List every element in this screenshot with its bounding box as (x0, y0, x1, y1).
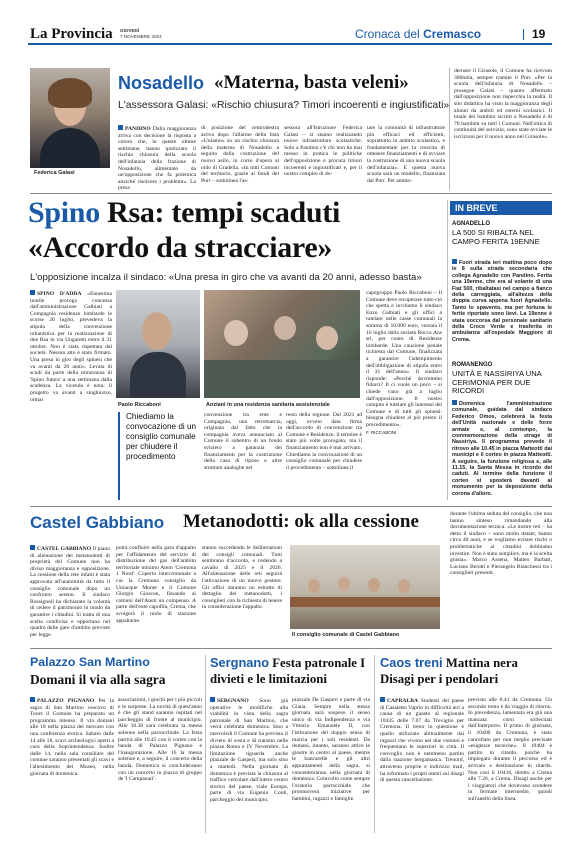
header-rule (28, 43, 552, 45)
article2-headline-rest: Rsa: tempi scaduti (99, 196, 341, 229)
article2-col1 (30, 290, 112, 490)
page-number: 19 (532, 27, 546, 41)
masthead: La Provincia (30, 26, 113, 42)
article3-col1 (30, 545, 110, 637)
article2-photo-portrait-caption: Paolo Riccaboni (118, 402, 161, 408)
section-prefix: Cronaca del (355, 27, 420, 41)
article2-lead: SPINO D'ADDA (37, 291, 82, 297)
article4-lead: PALAZZO PIGNANO (37, 698, 95, 704)
article2-text5: capogruppo Paolo Riccaboni – Il Comune deve recuperare tutto ciò che spetta e invitiamo il sindaco Enzo Galbiati e gli uffici a tutelare nelle casse comunali la somma di 10.000 euro, versata il 16 luglio dalla società Rocca Ans srl, per conto di Residenze lombarde. Una cauzione penale richiesta dal Comune, finalizzata a garantire l'adempimento dell'obbligazione di stipula entro il 31 dell'anno». (366, 290, 442, 376)
article2-headline-1 (28, 196, 340, 230)
portrait-caption: Federica Galasi (34, 170, 75, 176)
article4-col2: associazioni, i giochi per i più piccoli e le sorprese. La novità di quest'anno è che gli stand saranno ospitati nel parcheggio di fronte al municipio. Alle 10.30 sarà celebrata la messa solenne nella parrocchiale. La festa partirà alle 10.45 con il corteo con la banda di Palazzo Pignano e l'inaugurazione. Alle 16 la messa solenne e, a seguire, il concerto della banda. Domenica si concluderanno con un concerto in piazza di gruppo de 'I Campanari'. (118, 697, 202, 783)
sidebar-item2-text: Domenica l'amministrazione comunale, guidata dal sindaco Federico Omos, celebrerà la festa dell'Unità nazionale e delle forze armate e, al contempo, la commemorazione della strage di Nassiriya. Il programma prevede il ritrovo alle 10.45 in piazza Matteotti dai municipi e il corteo in piazza Matteotti. A seguire, la funzione religiosa e, alle 11.15, la Santa Messa in ricordo dei caduti. Al termine della funzione il corteo si sposterà davanti al monumento per la deposizione della corona d'alloro. (452, 401, 552, 497)
article6-col2: previsto alle 8.41 da Cremona. Un secondo treno è da viaggio di ritorno. In precedenza, lamentata era già una mancata corsi sollecitati dall'Interporto. Il primo di giornata, il 10400 da Cremona, è stato cancellato per non meglio precisate «esigenze tecniche». Il 10404 è partito in ritardo, poiché ha impiegato durante il percorso ed è arrivato a destinazione in ritardo. Non così il 10416, diretto a Crema alle 7.20, a Crema. Disagi anche per i viaggiatori che dovevano scendere in fermate intermedie, quindi sull'anello della linea. (468, 697, 552, 802)
header-divider (523, 29, 524, 40)
article2-byline: F. RICCABONI (366, 430, 397, 436)
article3-headline: Metanodotti: ok alla cessione (183, 511, 419, 532)
sidebar-item2-title: UNITÀ E NASSIRIYA UNA CERIMONIA PER DUE RICORDI (452, 369, 542, 396)
lead-marker-icon (380, 697, 385, 702)
article2-headline-place: Spino (28, 196, 100, 229)
article3-col3: stanno succedendo le deliberazioni dei consigli comunali. Tutti sembrano d'accordo, e cedendo a cavallo di 2025 e il 2026. All'alienazione delle reti seguirà l'attivazione di un nuovo gestore. Gli uffici daranno un estratto di dettaglio dei metanodotti, i consiglieri con la richiesta di tenere in considerazione l'appalto. (202, 545, 282, 611)
article1-col5: dernare il Girasole, il Comune ha ricevuto 300mila, sempre tramite il Pnrr. «Per la scuola dell'infanzia di Nosadello – prosegue Galasi – quanto affermato dall'opposizione non rispecchia la realtà. Il sito didattico ha visto la maggioranza degli alunni da ambiti ed esterni scolastici. Il totale dei bambini iscritti a Nosadello è di 70 bambini su tutti i Comuni. Nell'ottica di continuità del servizio, sono state avviate le iscrizioni per il nuovo anno nel Girasole». (454, 68, 552, 140)
issue-date: 7 NOVEMBRE 2024 (120, 34, 162, 39)
sidebar-item2-body (452, 400, 552, 500)
section-title (355, 27, 481, 41)
article5-col1 (210, 697, 288, 832)
article6-title (380, 655, 554, 687)
article5-headline: Festa patronale I divieti e le limitazioni (210, 656, 366, 686)
article6-headline: Mattina nera Disagi per i pendolari (380, 656, 518, 686)
article2-text1: «Ennesima inutile proroga concessa dall'amministrazione Galbiati a Compagnia residenze lombarde le scorse 20 luglio, prevedeva la stipula della convenzione urbanistica per la realizzazione di due Rsa in via Ungaretti entro il 31 ottobre. Non è stata rispettata dal società. Nessun atto è stato firmato. Una presa in giro degli spinesi che va avanti da 20 anni». Levata di scudi da parte della minoranza di 'Spino futura' a una settimana dalla scadenza. La vicenda è nota: il progetto va avanti a singhiozzo, ormai (30, 291, 112, 403)
sidebar-rule (447, 200, 448, 500)
article2-deck: L'opposizione incalza il sindaco: «Una presa in giro che va avanti da 20 anni, adesso basta» (30, 272, 422, 283)
article4-col1 (30, 697, 114, 832)
sidebar-header: IN BREVE (450, 201, 552, 215)
article2-photo-portrait (116, 290, 200, 398)
article1-deck: L'assessora Galasi: «Rischio chiusura? Timori incoerenti e ingiustificati» (118, 100, 450, 111)
lead-marker-icon (30, 290, 35, 295)
article4-col-rule (205, 655, 206, 833)
section-rule-3 (30, 648, 552, 649)
sidebar-item1-place: AGNADELLO (452, 221, 490, 227)
pullquote-box (118, 412, 200, 500)
article3-text1: Il piano di alienazione dei metanodotti di proprietà del Comune non ha diviso maggioranza e opposizione. La cessione della rete infatti è stata approvata all'unanimità da tutto il consiglio comunale dopo un confronto sereno. (30, 546, 110, 599)
article3-col2: potrà confluire nella gara d'appalto per l'affidamento del servizio di distribuzione del gas dell'ambito territoriale minimo Atem 'Cremona 1 Nord'. Coperto intercomunale a cui la Cremona consiglio da Uniacque Monte e il Comune Giorgio Gioscon, fissando ai comuni dell'Atem un compenso. A parte dell'ente capofila, Crema, che svolgerà il ruolo di stazione appaltante. (116, 545, 196, 624)
section-place: Cremasco (423, 27, 482, 41)
sidebar-item1-text: Fuori strada ieri mattina poco dopo le 8 sulla strada secondaria che collega Agnadello con Pandino. Ferita una 19enne, che era al volante di una Fiat 500, ribaltatasi nel campo a fianco della carreggiata, all'altezza della doppia curva appena fuori Agnadello. Tanto lo spavento, ma per fortuna le ferite riportate sono lievi. La 19enne è stata soccorsa dal personale sanitario della Croce Verde e trasferita in ambulanza all'ospedale Maggiore di Crema. (452, 260, 552, 343)
article5-kicker: Sergnano (210, 655, 270, 670)
section-rule-2 (30, 506, 552, 507)
article1-col2: di posizione del centrodestra arriva dopo l'allarme della lista «Uniamo» su un rischio chiusura della materna di Nosadello a seguito della costruzione del nuovo asilo, in corso d'opera al nido di Gradella. «In tutti Comuni del territorio, grazie ai fondi del Pnrr – sottolinea l'as- (201, 125, 279, 184)
lead-marker-icon (30, 697, 35, 702)
article1-kicker: Nosadello (118, 73, 205, 93)
article4-headline: Domani il via alla sagra (30, 672, 166, 687)
lead-marker-icon (118, 125, 123, 130)
article1-text1: Dalla maggioranza arriva con decisione la risposta a coloro che, in queste ultime settimane, hanno ipotizzato il rischio chiusura della scuola dell'infanzia della frazione di Nosadello, alimentato da un'opposizione che fa polemica anziché risolvere i problemi». La presa (118, 126, 196, 191)
article6-col1 (380, 697, 464, 832)
article5-col2: piazzale De Gasperi e parte di via Giana. Sempre nella stessa giornata sarà sospeso il senso unico di via Indipendenza e via Vittorio Emanuele II, con l'istituzione del doppio senso di marcia per i soli residenti. Da domani, intanto, saranno attive le giostre in centro al paese, mentre le bancarelle e gli altri appuntamenti della sagra, si concentreranno nella giornata di domenica. Coinvolto come sempre l'oratorio parrocchiale che promuoverà iniziative per bambini, ragazzi e famiglie. (292, 697, 370, 802)
article4-text1: Per la sagra di San Martino vescovo di Tours il Comune ha preparato un programma intenso. Il via domani alle 18 nella piazza del mercato con una conferenza storica. Sabato dalle 14 alle 18, scavi archeologici aperti a cura della Soprintendenza. Inoltre dalle 14, nella sala consiliare del comune saranno presentati gli scavi e l'allestimento del Museo, nella giornata di domenica. (30, 698, 114, 777)
article2-headline-2: «Accordo da stracciare» (28, 231, 333, 264)
article1-col4: tare la comunità di infrastrutture più efficaci ed efficienti, soprattutto in ambito scolastico, e fondamentale per la crescita di ottenere finanziamenti e di avviare la costruzione di una nuova scuola dell'infanzia». E questa nuova scuola sarà un modello, finanziata dal Pnrr. Per ammo- (367, 125, 445, 184)
article6-lead: CAPRALBA (387, 698, 419, 704)
article1-col3: sessora all'Istruzione Federica Galasi – si stanno realizzando nuove infrastrutture scolastiche. Solo a Pandino c'è chi non ha mai messo in pratica le politiche dell'opposizione e procura timori incoerenti e ingiustificati e, per il nostro compito di do- (284, 125, 362, 178)
article1-lead: PANDINO (125, 126, 151, 132)
portrait-photo (30, 68, 110, 168)
pullquote-text: Chiediamo la convocazione di un consiglio comunale per chiudere il procedimento (126, 412, 197, 461)
article4-kicker: Palazzo San Martino (30, 655, 150, 669)
sidebar-item1-title: LA 500 SI RIBALTA NEL CAMPO FERITA 19ENNE (452, 228, 540, 246)
lead-marker-icon (452, 400, 457, 405)
article3-col5: durante l'ultima seduta del consiglio, che non hanno sinteso rimandando alla documentazione tecnica. «Le nostre reti – ha detto il sindaco – sono molto datate, hanno circa 40 anni, e se vogliamo evitare rischi o problematiche ai cittadini dobbiamo investire. Non è stato semplice, ma è la scelta giusta». Marco Assena, Matteo Barbati, Luciano Belotti e Pierangelo Bianchessi tra i consiglieri presenti. (450, 511, 552, 577)
article2-photo-nursing (204, 290, 360, 398)
section-rule-1 (30, 193, 552, 194)
article3-kicker: Castel Gabbiano (30, 513, 165, 532)
article3-photo-caption: Il consiglio comunale di Castel Gabbiano (292, 632, 400, 638)
sidebar-item1-body (452, 259, 552, 357)
article2-col5 (366, 290, 442, 500)
lead-marker-icon (30, 545, 35, 550)
article3-lead: CASTEL GABBIANO (37, 546, 92, 552)
article1-col-rule (449, 68, 450, 190)
article2-photo-nursing-caption: Anziani in una residenza sanitaria assistenziale (206, 402, 330, 408)
article1-headline: «Materna, basta veleni» (214, 72, 409, 93)
article5-lead: SERGNANO (217, 698, 249, 704)
article1-col1 (118, 125, 196, 191)
article2-col3: convenzione tra ente e Compagnia, una retromarcia, originata dal fatto che la compagnia aveva annunciato al Comune il subentro di un fondo sviziero a garanzia dei finanziamenti per la costruzione della casa di riposo e altre strutture analoghe nel (204, 412, 282, 471)
lead-marker-icon (210, 697, 215, 702)
issue-day: GIOVEDÌ (120, 28, 140, 33)
article5-col-rule (374, 655, 375, 833)
article3-photo (290, 545, 440, 629)
article2-text6: Il sindaco risponde: «Perché dovremmo fidarci? Il ci vuole un poco – si chiede vano già a luglio dall'opposizione. Il nostro compito è tutelare gli interessi del Comune e di tutti gli spinesi: bisogna chiudere al più presto il procedimento». (366, 369, 442, 428)
lead-marker-icon (452, 259, 457, 264)
article3-text4: Il sindaco Rossignoli ha dichiarato la volontà di cedere il patrimonio in modo da garantire i cittadini. Si tratta di una scelta condivisa e opportuna nel quadro delle gare d'ambito previste per legge. (30, 592, 110, 637)
article6-kicker: Caos treni (380, 655, 443, 670)
article6-text1: Studenti del paese di Casaletto Vaprio in difficoltà ieri a causa di un guasto al regionale 10435 delle 7.07 da Treviglio per Cremona. Il treno in questione è quello utilizzato abitualmente dai ragazzi che vivono nei due comuni e frequentano le superiori in città. Il convoglio non è nemmeno partito dalla stazione bergamasca. Trenord, attraverso proprie e indirizzo mail, ha informato i propri utenti sui disagi di questa cancellazione. (380, 698, 464, 784)
article5-title (210, 655, 370, 687)
article5-text1: Sono già operative le modifiche alla viabilità in vista della sagra patronale di San Martino, che verrà celebrata domenica. Sino a mercoledì il Comune ha previsto il divieto di sosta e di transito nelle piazze Roma e IV Novembre. La limitazione riguarda anche piazzale de Gasperi, ma solo sino a martedì. Nella giornata di domenica è prevista la chiusura al traffico veicolare dall'intero centro storico del paese, viale Europa, parte di via Eugenio Conti, parcheggio del municipio, (210, 698, 288, 803)
sidebar-item2-place: ROMANENGO (452, 362, 493, 368)
article2-col4: resto della regione. Dal 2021 ad oggi, ovvero data firma dell'accordo di convenzione tra Comune e Residenze, il termine è stato più volte prorogato, ma il finanziamento non è mai arrivato. Chiediamo la convocazione di un consiglio comunale per chiudere il procedimento – sottolinea il (286, 412, 362, 471)
